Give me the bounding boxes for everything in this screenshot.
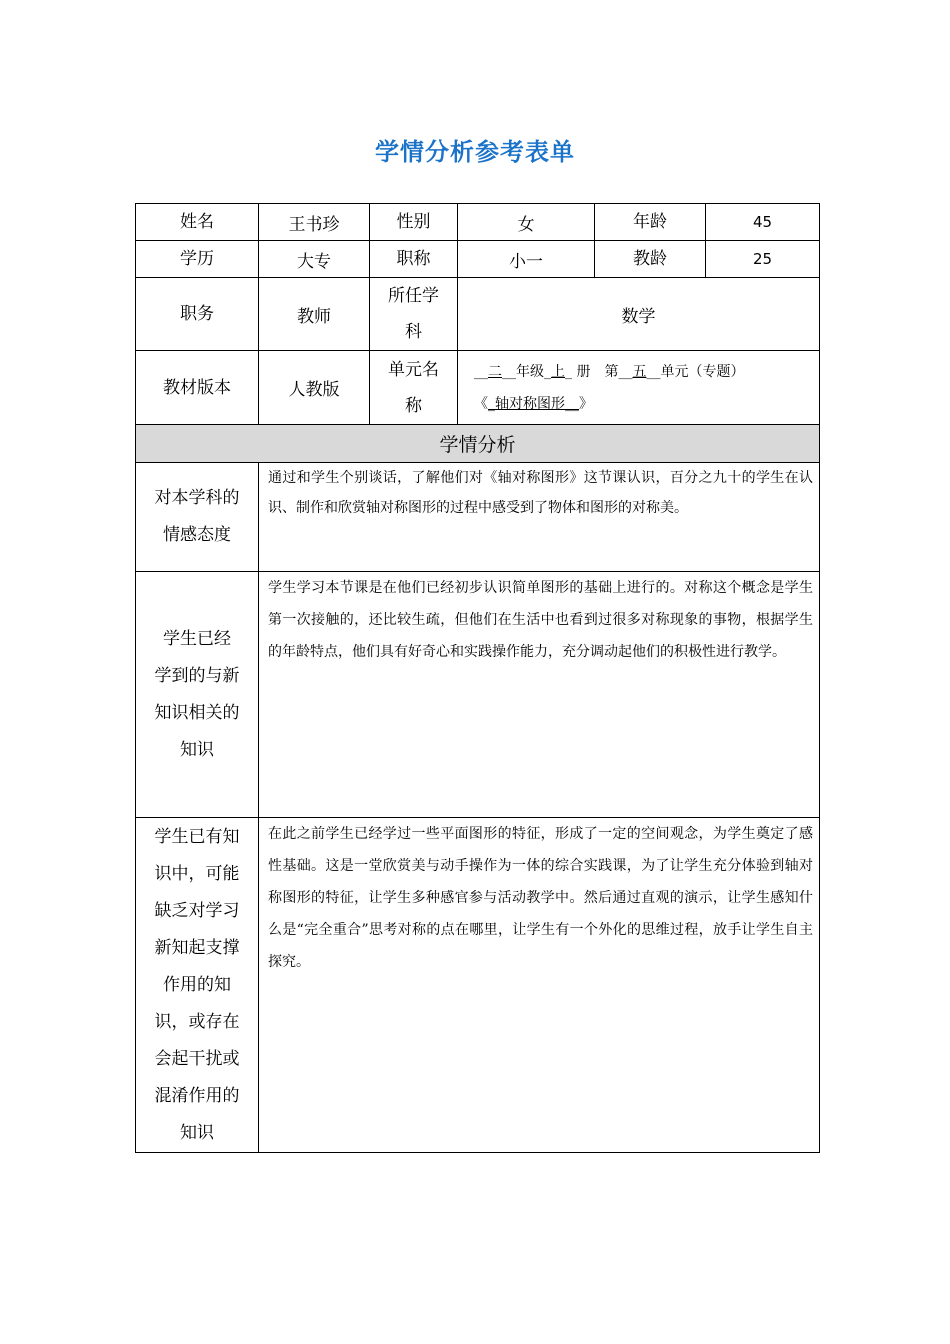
label-line: 情感态度 [163,525,231,545]
unit-grade-line [474,356,819,388]
analysis-row-attitude [136,463,820,572]
term-value: 上 [551,363,565,380]
textbook-label: 教材版本 [136,351,259,425]
blank: __ [474,363,488,380]
age-label: 年龄 [595,204,706,241]
position-value: 教师 [259,278,370,351]
label-line: 知识 [180,1122,214,1143]
page-title: 学情分析参考表单 [375,138,575,166]
rank-value: 小一 [458,241,595,278]
label-line: 新知起支撑 [154,937,240,958]
label-line: 知识 [180,739,214,760]
unit-suffix: __单元（专题） [646,363,745,380]
unit-label-line1: 单元名 [388,359,439,380]
position-label: 职务 [136,278,259,351]
label-line: 会起干扰或 [154,1048,240,1069]
subject-label [370,278,458,351]
label-line: 作用的知 [163,974,231,995]
analysis-section-title: 学情分析 [136,425,820,463]
subject-label-line2: 科 [405,322,422,342]
student-analysis-form [135,203,820,1153]
label-line: 学生已有知 [154,826,240,847]
name-label: 姓名 [136,204,259,241]
close-bracket: 》 [579,395,593,412]
education-value: 大专 [259,241,370,278]
term-suffix: _ 册 第__ [565,363,633,380]
unit-name: _轴对称图形__ [488,395,579,412]
unit-label-line2: 称 [405,395,422,416]
row-textbook-unit [136,351,820,425]
open-bracket: 《 [474,395,488,412]
row-name-gender-age [136,204,820,241]
unit-number: 五 [632,363,647,380]
label-line: 识中，可能 [154,863,240,884]
label-line: 学到的与新 [154,665,240,686]
gender-label: 性别 [370,204,458,241]
attitude-text: 通过和学生个别谈话，了解他们对《轴对称图形》这节课认识，百分之九十的学生在认识、制作和欣赏轴对称图形的过程中感受到了物体和图形的对称美。 [259,463,820,572]
unit-name-line [474,388,819,420]
textbook-value: 人教版 [259,351,370,425]
label-line: 学生已经 [163,628,231,649]
gender-value: 女 [458,204,595,241]
label-line: 混淆作用的 [154,1085,240,1106]
prior-knowledge-text: 学生学习本节课是在他们已经初步认识简单图形的基础上进行的。对称这个概念是学生第一次接触的，还比较生疏，但他们在生活中也看到过很多对称现象的事物，根据学生的年龄特点，他们具有好奇心和实践操作能力，充分调动起他们的积极性进行教学。 [259,572,820,818]
rank-label: 职称 [370,241,458,278]
prior-knowledge-label [136,572,259,818]
label-line: 知识相关的 [154,702,240,723]
label-line: 识，或存在 [154,1011,240,1032]
analysis-row-prior-knowledge [136,572,820,818]
subject-value: 数学 [458,278,820,351]
subject-label-line1: 所任学 [388,286,439,306]
name-value: 王书珍 [259,204,370,241]
analysis-row-missing-knowledge [136,818,820,1153]
row-education-rank-years [136,241,820,278]
unit-label [370,351,458,425]
label-line: 对本学科的 [154,488,240,508]
unit-value [458,351,820,425]
teaching-years-label: 教龄 [595,241,706,278]
row-position-subject [136,278,820,351]
education-label: 学历 [136,241,259,278]
teaching-years-value: 25 [706,241,820,278]
missing-knowledge-text: 在此之前学生已经学过一些平面图形的特征，形成了一定的空间观念，为学生奠定了感性基础。这是一堂欣赏美与动手操作为一体的综合实践课，为了让学生充分体验到轴对称图形的特征，让学生多种感官参与活动教学中。然后通过直观的演示，让学生感知什么是“完全重合”思考对称的点在哪里，让学生有一个外化的思维过程，放手让学生自主探究。 [259,818,820,1153]
grade-value: 二 [488,363,502,380]
missing-knowledge-label [136,818,259,1153]
attitude-label [136,463,259,572]
label-line: 缺乏对学习 [154,900,240,921]
grade-suffix: __年级_ [502,363,551,380]
age-value: 45 [706,204,820,241]
row-section-header [136,425,820,463]
